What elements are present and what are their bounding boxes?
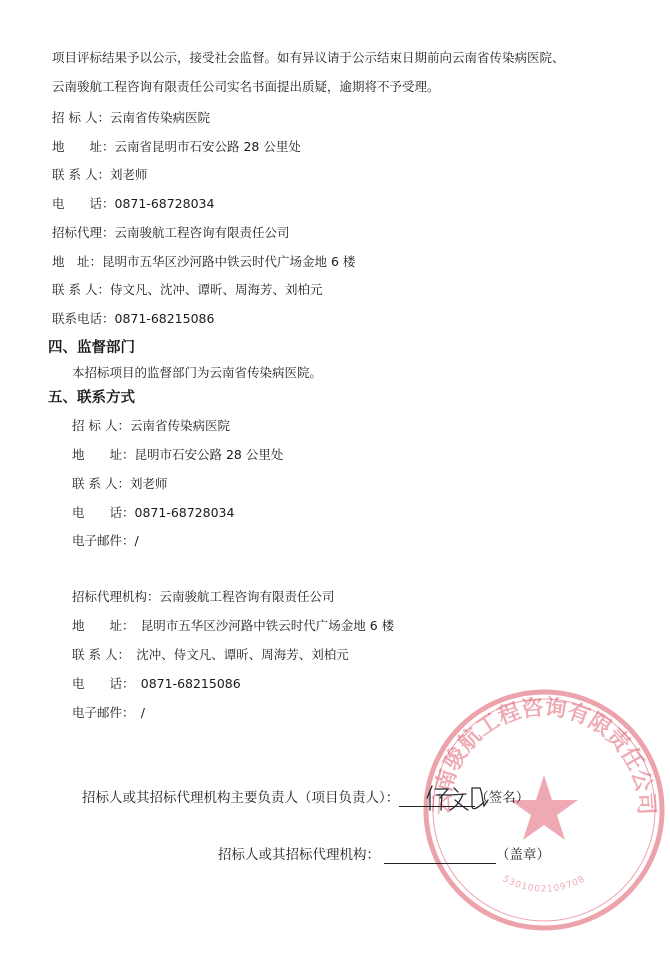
signature-line-2 xyxy=(218,846,550,864)
intro-line-2: 云南骏航工程咨询有限责任公司实名书面提出质疑，逾期将不予受理。 xyxy=(52,79,440,94)
s5-tenderer-phone: 电 话：0871-68728034 xyxy=(72,505,235,520)
contact-tenderer: 招 标 人：云南省传染病医院 xyxy=(52,110,210,125)
s5-agency-persons: 联 系 人： 沈冲、侍文凡、谭昕、周海芳、刘柏元 xyxy=(72,647,349,662)
section-4-body: 本招标项目的监督部门为云南省传染病医院。 xyxy=(72,365,323,380)
section-4-heading: 四、监督部门 xyxy=(48,340,135,356)
contact-agency-persons: 联 系 人：侍文凡、沈冲、谭昕、周海芳、刘柏元 xyxy=(52,282,323,297)
s5-tenderer-person: 联 系 人：刘老师 xyxy=(72,476,168,491)
contact-agency-address: 地 址：昆明市五华区沙河路中铁云时代广场金地 6 楼 xyxy=(52,254,356,269)
svg-text:5301002109708 xyxy=(501,874,587,895)
contact-agency-phone: 联系电话：0871-68215086 xyxy=(52,311,215,326)
seal-suffix: （盖章） xyxy=(496,847,550,863)
s5-tenderer-email: 电子邮件：/ xyxy=(72,533,139,548)
contact-phone: 电 话：0871-68728034 xyxy=(52,196,215,211)
section-5-heading: 五、联系方式 xyxy=(48,390,135,406)
seal-label: 招标人或其招标代理机构： xyxy=(218,847,380,863)
seal-text: 云南骏航工程咨询有限责任公司 xyxy=(429,695,659,816)
contact-person: 联 系 人：刘老师 xyxy=(52,167,148,182)
seal-blank[interactable] xyxy=(384,848,496,864)
s5-agency-email: 电子邮件： / xyxy=(72,705,145,720)
s5-agency-phone: 电 话： 0871-68215086 xyxy=(72,676,241,691)
intro-line-1: 项目评标结果予以公示，接受社会监督。如有异议请于公示结束日期前向云南省传染病医院、 xyxy=(52,50,565,65)
seal-number: 5301002109708 xyxy=(500,874,588,895)
s5-agency: 招标代理机构：云南骏航工程咨询有限责任公司 xyxy=(72,589,335,604)
contact-agency: 招标代理：云南骏航工程咨询有限责任公司 xyxy=(52,225,290,240)
contact-address: 地 址：云南省昆明市石安公路 28 公里处 xyxy=(52,139,301,154)
s5-agency-address: 地 址： 昆明市五华区沙河路中铁云时代广场金地 6 楼 xyxy=(72,618,395,633)
handwritten-signature-icon xyxy=(422,780,502,816)
signature-suffix: （签名） xyxy=(475,790,530,806)
s5-tenderer-address: 地 址：昆明市石安公路 28 公里处 xyxy=(72,447,284,462)
signature-label: 招标人或其招标代理机构主要负责人（项目负责人）： xyxy=(82,790,400,806)
s5-tenderer: 招 标 人：云南省传染病医院 xyxy=(72,418,230,433)
